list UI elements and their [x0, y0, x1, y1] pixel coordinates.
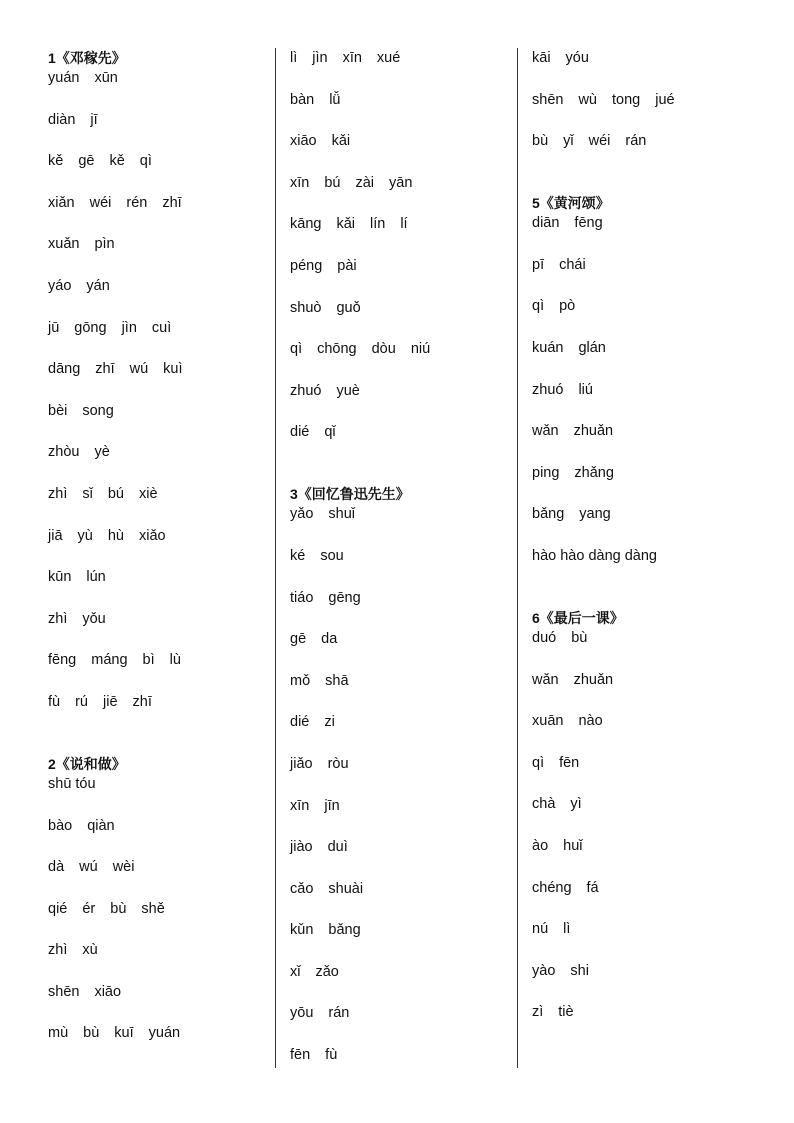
pinyin-syllable: qié [48, 900, 68, 917]
pinyin-syllable: rán [328, 1005, 350, 1022]
pinyin-syllable: shēn [48, 983, 80, 1000]
column-divider-left [275, 48, 276, 1068]
pinyin-syllable: yè [94, 444, 110, 461]
pinyin-row [532, 90, 762, 132]
pinyin-syllable: tiè [558, 1004, 574, 1021]
pinyin-syllable: shuò [290, 299, 322, 316]
pinyin-syllable: fēn [290, 1047, 311, 1064]
pinyin-row [290, 90, 510, 132]
pinyin-row [290, 712, 510, 754]
pinyin-syllable: jué [655, 91, 675, 108]
pinyin-syllable: glán [578, 339, 606, 356]
pinyin-syllable: bù [110, 900, 127, 917]
pinyin-row [48, 650, 270, 692]
pinyin-syllable: kǔn [290, 922, 314, 939]
pinyin-row [48, 151, 270, 193]
pinyin-row [48, 318, 270, 360]
pinyin-syllable: kāi [532, 50, 551, 66]
pinyin-syllable: yōu [290, 1005, 314, 1022]
pinyin-syllable: bǎng [532, 506, 565, 523]
pinyin-syllable: yǐ [563, 133, 574, 150]
pinyin-syllable: yuán [148, 1025, 181, 1042]
pinyin-syllable: yù [77, 527, 93, 544]
pinyin-syllable: xūn [94, 70, 118, 86]
pinyin-syllable: xiǎo [138, 527, 166, 544]
pinyin-row [290, 671, 510, 713]
pinyin-syllable: qǐ [324, 424, 336, 441]
pinyin-syllable: yān [389, 174, 413, 191]
column-divider-right [517, 48, 518, 1068]
pinyin-syllable: tiáo [290, 589, 314, 606]
pinyin-row [290, 173, 510, 215]
pinyin-row [48, 526, 270, 568]
pinyin-row [532, 338, 762, 380]
pinyin-syllable: da [321, 631, 338, 648]
pinyin-syllable: yán [86, 277, 110, 294]
pinyin-row [290, 629, 510, 671]
pinyin-syllable: qiàn [87, 817, 115, 834]
pinyin-syllable: zhì [48, 942, 68, 959]
pinyin-row [48, 276, 270, 318]
pinyin-syllable: song [82, 402, 114, 419]
pinyin-syllable: shi [570, 962, 589, 979]
pinyin-syllable: shēn [532, 91, 564, 108]
pinyin-syllable: pài [337, 257, 357, 274]
pinyin-syllable: gōng [74, 319, 107, 336]
pinyin-syllable: zǎo [315, 963, 339, 980]
pinyin-syllable: xīn [290, 174, 310, 191]
pinyin-syllable: hù [107, 527, 124, 544]
pinyin-syllable: dāng [48, 361, 81, 378]
pinyin-syllable: zhuó [532, 381, 564, 398]
pinyin-syllable: fēng [48, 652, 77, 669]
pinyin-syllable: zhī [162, 194, 182, 211]
pinyin-row [290, 837, 510, 879]
pinyin-syllable: kǎi [331, 133, 351, 150]
column-1 [48, 48, 270, 1043]
pinyin-syllable: shuài [328, 880, 364, 897]
pinyin-row [48, 484, 270, 526]
column-3 [532, 48, 762, 1022]
pinyin-syllable: fá [586, 879, 599, 896]
pinyin-syllable: zài [355, 174, 375, 191]
pinyin-syllable: lín [370, 216, 386, 233]
pinyin-syllable: yuán [48, 70, 80, 86]
pinyin-syllable: sou [320, 547, 344, 564]
pinyin-syllable: cǎo [290, 880, 314, 897]
pinyin-syllable: wéi [588, 133, 611, 150]
pinyin-row [290, 48, 510, 90]
pinyin-syllable: bì [142, 652, 155, 669]
pinyin-syllable: zhuó [290, 382, 322, 399]
pinyin-syllable: nào [578, 713, 603, 730]
section-gap [532, 566, 762, 608]
pinyin-syllable: wǎn [532, 423, 559, 440]
pinyin-syllable: fù [48, 693, 61, 710]
pinyin-syllable: lì [290, 50, 298, 66]
pinyin-syllable: jìn [121, 319, 137, 336]
pinyin-row [532, 919, 762, 961]
pinyin-row [532, 878, 762, 920]
pinyin-row [532, 711, 762, 753]
pinyin-syllable: kě [48, 153, 64, 170]
pinyin-syllable: jiǎo [290, 755, 313, 772]
pinyin-syllable: xiè [138, 485, 158, 502]
pinyin-row [290, 796, 510, 838]
pinyin-syllable: ào [532, 837, 549, 854]
pinyin-row [48, 982, 270, 1024]
pinyin-syllable: xué [376, 50, 401, 66]
pinyin-syllable: zhòu [48, 444, 80, 461]
pinyin-syllable: jīn [324, 797, 340, 814]
pinyin-syllable: diàn [48, 111, 76, 128]
pinyin-row [290, 920, 510, 962]
pinyin-syllable: lí [400, 216, 408, 233]
pinyin-row [532, 546, 762, 566]
pinyin-syllable: kuì [163, 361, 183, 378]
pinyin-syllable: zhuǎn [573, 423, 614, 440]
pinyin-syllable: bù [83, 1025, 100, 1042]
pinyin-row [532, 213, 762, 255]
pinyin-syllable: yì [570, 796, 582, 813]
section-heading: 5《黄河颂》 [532, 195, 610, 212]
pinyin-row [290, 588, 510, 630]
pinyin-row [48, 68, 270, 110]
pinyin-syllable: zì [532, 1004, 544, 1021]
pinyin-syllable: diān [532, 215, 560, 232]
pinyin-syllable: jī [90, 111, 98, 128]
pinyin-row [532, 670, 762, 712]
column-2 [290, 48, 510, 1065]
pinyin-syllable: yuè [336, 382, 360, 399]
pinyin-syllable: wéi [89, 194, 112, 211]
pinyin-syllable: rú [75, 693, 88, 710]
section-gap [532, 151, 762, 193]
pinyin-row [532, 628, 762, 670]
pinyin-row [48, 692, 270, 712]
pinyin-syllable: gē [78, 153, 95, 170]
pinyin-row [48, 609, 270, 651]
section-heading: 2《说和做》 [48, 755, 126, 772]
pinyin-row [48, 774, 270, 816]
pinyin-syllable: pī [532, 256, 545, 273]
pinyin-syllable: bèi [48, 402, 68, 419]
pinyin-syllable: kuán [532, 339, 564, 356]
pinyin-syllable: zhì [48, 610, 68, 627]
pinyin-syllable: kě [109, 153, 125, 170]
pinyin-syllable: sǐ [82, 485, 93, 502]
pinyin-syllable: chái [559, 256, 586, 273]
pinyin-syllable: dié [290, 714, 310, 731]
pinyin-syllable: xù [82, 942, 98, 959]
pinyin-syllable: ér [82, 900, 96, 917]
pinyin-row [532, 794, 762, 836]
pinyin-syllable: kǎi [336, 216, 355, 233]
pinyin-row [290, 1003, 510, 1045]
pinyin-row [48, 567, 270, 609]
pinyin-syllable: péng [290, 257, 323, 274]
pinyin-row [532, 504, 762, 546]
pinyin-syllable: zhī [132, 693, 152, 710]
pinyin-syllable: shā [325, 672, 349, 689]
pinyin-syllable: lún [86, 569, 106, 586]
pinyin-row [48, 359, 270, 401]
section-heading: 6《最后一课》 [532, 609, 624, 626]
pinyin-syllable: mǒ [290, 672, 311, 689]
pinyin-row [48, 193, 270, 235]
pinyin-syllable: rán [625, 133, 647, 150]
pinyin-syllable: hào hào dàng dàng [532, 547, 657, 564]
pinyin-syllable: cuì [151, 319, 172, 336]
pinyin-syllable: zhuǎn [573, 671, 614, 688]
pinyin-row [290, 131, 510, 173]
pinyin-row [290, 1045, 510, 1065]
pinyin-row [48, 940, 270, 982]
pinyin-syllable: huǐ [563, 837, 583, 854]
pinyin-syllable: xuān [532, 713, 564, 730]
pinyin-syllable: qì [532, 298, 545, 315]
pinyin-syllable: lǚ [329, 91, 341, 108]
pinyin-syllable: yang [579, 506, 611, 523]
pinyin-syllable: fēng [574, 215, 603, 232]
pinyin-row [532, 463, 762, 505]
pinyin-syllable: kuī [114, 1025, 134, 1042]
section-gap [48, 712, 270, 754]
pinyin-row [532, 131, 762, 151]
pinyin-row [532, 836, 762, 878]
pinyin-syllable: tong [612, 91, 641, 108]
pinyin-syllable: shě [141, 900, 165, 917]
pinyin-syllable: chéng [532, 879, 572, 896]
pinyin-syllable: zi [324, 714, 335, 731]
pinyin-syllable: wú [129, 361, 149, 378]
pinyin-syllable: wǎn [532, 671, 559, 688]
pinyin-syllable: bào [48, 817, 73, 834]
pinyin-syllable: yáo [48, 277, 72, 294]
pinyin-syllable: gē [290, 631, 307, 648]
pinyin-syllable: pò [559, 298, 576, 315]
pinyin-syllable: wú [79, 859, 98, 876]
pinyin-row [532, 421, 762, 463]
pinyin-row [290, 214, 510, 256]
pinyin-syllable: ké [290, 547, 306, 564]
pinyin-syllable: bú [324, 174, 341, 191]
pinyin-row [290, 754, 510, 796]
section-heading: 1《邓稼先》 [48, 50, 126, 66]
section-gap [290, 442, 510, 484]
pinyin-row [48, 816, 270, 858]
pinyin-row [290, 879, 510, 921]
pinyin-syllable: wèi [112, 859, 135, 876]
pinyin-syllable: chà [532, 796, 556, 813]
pinyin-syllable: bú [107, 485, 124, 502]
pinyin-syllable: nú [532, 921, 549, 938]
pinyin-syllable: niú [410, 341, 431, 358]
pinyin-row [48, 401, 270, 443]
pinyin-syllable: duó [532, 629, 557, 646]
pinyin-syllable: xiāo [290, 133, 317, 150]
pinyin-syllable: mù [48, 1025, 69, 1042]
pinyin-syllable: xīn [290, 797, 310, 814]
pinyin-row [290, 504, 510, 546]
pinyin-syllable: zhī [95, 361, 115, 378]
pinyin-syllable: zhǎng [574, 464, 614, 481]
pinyin-syllable: zhì [48, 485, 68, 502]
pinyin-row [290, 339, 510, 381]
pinyin-syllable: xīn [342, 50, 362, 66]
pinyin-row [532, 1002, 762, 1022]
pinyin-syllable: shū tóu [48, 775, 96, 792]
pinyin-syllable: jiào [290, 839, 313, 856]
pinyin-row [48, 1023, 270, 1043]
pinyin-syllable: ping [532, 464, 560, 481]
pinyin-syllable: qì [139, 153, 152, 170]
pinyin-syllable: lù [169, 652, 181, 669]
pinyin-syllable: jiē [103, 693, 118, 710]
pinyin-syllable: jū [48, 319, 60, 336]
pinyin-syllable: bǎng [328, 922, 361, 939]
pinyin-syllable: chōng [317, 341, 357, 358]
pinyin-syllable: fù [325, 1047, 338, 1064]
pinyin-syllable: dié [290, 424, 310, 441]
pinyin-syllable: liú [578, 381, 593, 398]
pinyin-syllable: jiā [48, 527, 63, 544]
pinyin-syllable: bù [532, 133, 549, 150]
pinyin-row [48, 110, 270, 152]
pinyin-row [48, 857, 270, 899]
pinyin-syllable: duì [327, 839, 348, 856]
pinyin-syllable: pìn [94, 236, 115, 253]
pinyin-syllable: bù [571, 629, 588, 646]
pinyin-syllable: kūn [48, 569, 72, 586]
pinyin-row [290, 298, 510, 340]
pinyin-syllable: wù [578, 91, 597, 108]
pinyin-syllable: guǒ [336, 299, 361, 316]
pinyin-syllable: gēng [328, 589, 361, 606]
pinyin-row [532, 753, 762, 795]
pinyin-syllable: xǐ [290, 963, 301, 980]
pinyin-syllable: fēn [559, 754, 580, 771]
pinyin-row [532, 255, 762, 297]
pinyin-row [532, 380, 762, 422]
pinyin-row [532, 296, 762, 338]
pinyin-syllable: dòu [371, 341, 396, 358]
pinyin-syllable: bàn [290, 91, 315, 108]
pinyin-row [48, 899, 270, 941]
pinyin-syllable: dà [48, 859, 65, 876]
pinyin-row [48, 442, 270, 484]
pinyin-syllable: yóu [565, 50, 589, 66]
pinyin-syllable: shuǐ [328, 506, 355, 523]
pinyin-syllable: jìn [312, 50, 328, 66]
pinyin-syllable: qì [290, 341, 303, 358]
pinyin-row [48, 234, 270, 276]
pinyin-syllable: xiǎn [48, 194, 75, 211]
pinyin-row [290, 962, 510, 1004]
pinyin-row [290, 256, 510, 298]
pinyin-row [290, 546, 510, 588]
pinyin-syllable: lì [563, 921, 571, 938]
section-heading: 3《回忆鲁迅先生》 [290, 486, 410, 503]
pinyin-syllable: rén [126, 194, 148, 211]
pinyin-syllable: ròu [327, 755, 349, 772]
pinyin-syllable: yǒu [82, 610, 106, 627]
pinyin-syllable: qì [532, 754, 545, 771]
pinyin-syllable: xiāo [94, 983, 122, 1000]
pinyin-syllable: xuǎn [48, 236, 80, 253]
pinyin-syllable: yào [532, 962, 556, 979]
pinyin-syllable: yǎo [290, 506, 314, 523]
pinyin-row [532, 961, 762, 1003]
pinyin-syllable: kāng [290, 216, 322, 233]
pinyin-row [290, 381, 510, 423]
pinyin-syllable: máng [91, 652, 128, 669]
pinyin-row [290, 422, 510, 442]
pinyin-row [532, 48, 762, 90]
